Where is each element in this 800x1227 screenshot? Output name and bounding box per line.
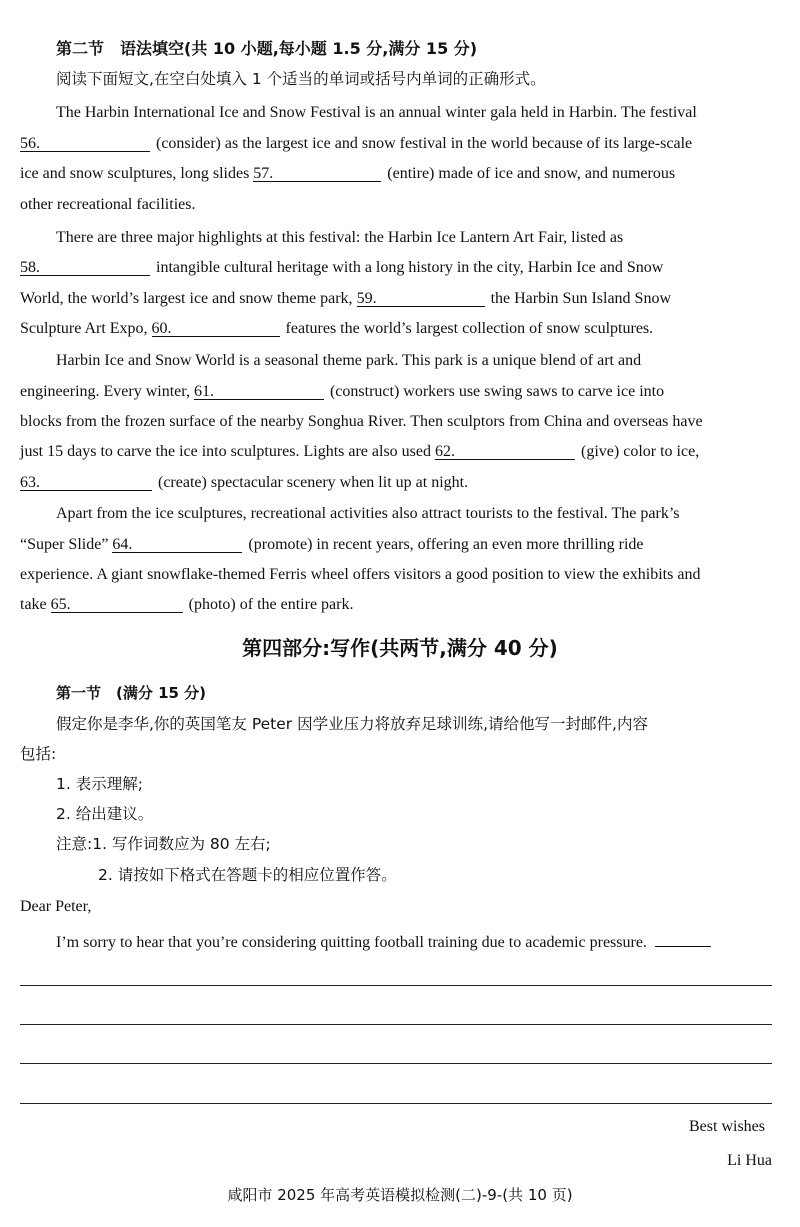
writing-prompt: 假定你是李华,你的英国笔友 Peter 因学业压力将放弃足球训练,请给他写一封邮件,内容 <box>56 715 648 733</box>
passage-line: blocks from the frozen surface of the nearby Songhua River. Then sculptors from China and overseas have <box>20 413 703 430</box>
passage-text: intangible cultural heritage with a long history in the city, Harbin Ice and Snow <box>156 259 664 276</box>
passage-text: “Super Slide” <box>20 536 109 553</box>
page-footer: 咸阳市 2025 年高考英语模拟检测(二)-9-(共 10 页) <box>227 1186 573 1204</box>
writing-item: 2. 给出建议。 <box>56 805 154 823</box>
writing-line[interactable] <box>20 1103 772 1104</box>
passage-text: ice and snow sculptures, long slides <box>20 165 250 182</box>
passage-text: (create) spectacular scenery when lit up at night. <box>158 474 469 491</box>
blank-number: 65. <box>50 596 71 613</box>
passage-text: (construct) workers use swing saws to carve ice into <box>329 383 665 400</box>
writing-note: 注意:1. 写作词数应为 80 左右; <box>56 835 271 853</box>
passage-text: World, the world’s largest ice and snow theme park, <box>20 290 353 307</box>
writing-item: 1. 表示理解; <box>56 775 143 793</box>
blank-number: 63. <box>20 474 40 491</box>
passage-line <box>20 318 653 340</box>
passage-line <box>20 133 692 155</box>
part-title: 第四部分:写作(共两节,满分 40 分) <box>242 636 558 660</box>
blank-number: 57. <box>253 165 274 182</box>
passage-text: (photo) of the entire park. <box>188 596 354 613</box>
blank-number: 60. <box>151 320 172 337</box>
blank-63[interactable] <box>20 472 152 491</box>
passage-line: other recreational facilities. <box>20 196 196 213</box>
writing-note: 2. 请按如下格式在答题卡的相应位置作答。 <box>98 866 397 884</box>
writing-line[interactable] <box>20 1024 772 1025</box>
passage-line <box>20 534 644 556</box>
writing-line[interactable] <box>20 1063 772 1064</box>
blank-number: 62. <box>435 443 456 460</box>
passage-text: take <box>20 596 47 613</box>
writing-blank[interactable] <box>655 928 711 947</box>
passage-text: Sculpture Art Expo, <box>20 320 148 337</box>
passage-line: experience. A giant snowflake-themed Ferris wheel offers visitors a good position to view the exhibits and <box>20 566 701 583</box>
letter-opening <box>56 928 717 954</box>
passage-text: just 15 days to carve the ice into sculptures. Lights are also used <box>20 443 432 460</box>
blank-62[interactable] <box>435 441 575 460</box>
blank-57[interactable] <box>253 163 381 182</box>
passage-line <box>20 163 675 185</box>
blank-number: 58. <box>20 259 40 276</box>
section-title: 第二节 语法填空(共 10 小题,每小题 1.5 分,满分 15 分) <box>56 39 478 58</box>
blank-56[interactable] <box>20 133 150 152</box>
passage-text: the Harbin Sun Island Snow <box>490 290 671 307</box>
passage-line: Harbin Ice and Snow World is a seasonal theme park. This park is a unique blend of art and <box>56 352 642 369</box>
instruction-text: 阅读下面短文,在空白处填入 1 个适当的单词或括号内单词的正确形式。 <box>56 70 546 88</box>
passage-text: engineering. Every winter, <box>20 383 190 400</box>
letter-signature: Li Hua <box>727 1152 772 1169</box>
passage-line: Apart from the ice sculptures, recreational activities also attract tourists to the festival. The park’s <box>56 505 680 522</box>
blank-number: 64. <box>112 536 133 553</box>
passage-text: features the world’s largest collection of snow sculptures. <box>285 320 654 337</box>
blank-60[interactable] <box>152 318 280 337</box>
blank-59[interactable] <box>357 288 485 307</box>
blank-number: 56. <box>20 135 40 152</box>
blank-58[interactable] <box>20 257 150 276</box>
blank-number: 61. <box>193 383 214 400</box>
letter-closing: Best wishes <box>689 1118 765 1135</box>
passage-text: (promote) in recent years, offering an even more thrilling ride <box>248 536 644 553</box>
passage-text: (give) color to ice, <box>581 443 700 460</box>
passage-line <box>20 381 664 403</box>
blank-65[interactable] <box>51 594 183 613</box>
passage-line: There are three major highlights at this festival: the Harbin Ice Lantern Art Fair, listed as <box>56 229 624 246</box>
passage-line <box>20 257 663 279</box>
passage-line <box>20 288 671 310</box>
passage-line <box>20 594 353 616</box>
opening-text: I’m sorry to hear that you’re considering quitting football training due to academic pressure. <box>56 934 647 951</box>
blank-number: 59. <box>356 290 377 307</box>
passage-text: (entire) made of ice and snow, and numerous <box>387 165 676 182</box>
blank-64[interactable] <box>112 534 242 553</box>
passage-line: The Harbin International Ice and Snow Festival is an annual winter gala held in Harbin. The festival <box>56 104 697 121</box>
passage-line <box>20 472 468 494</box>
writing-prompt: 包括: <box>20 745 57 763</box>
passage-line <box>20 441 699 463</box>
blank-61[interactable] <box>194 381 324 400</box>
writing-section-title: 第一节 (满分 15 分) <box>56 684 207 702</box>
writing-line[interactable] <box>20 985 772 986</box>
salutation: Dear Peter, <box>20 898 92 915</box>
passage-text: (consider) as the largest ice and snow festival in the world because of its large-scale <box>156 135 693 152</box>
